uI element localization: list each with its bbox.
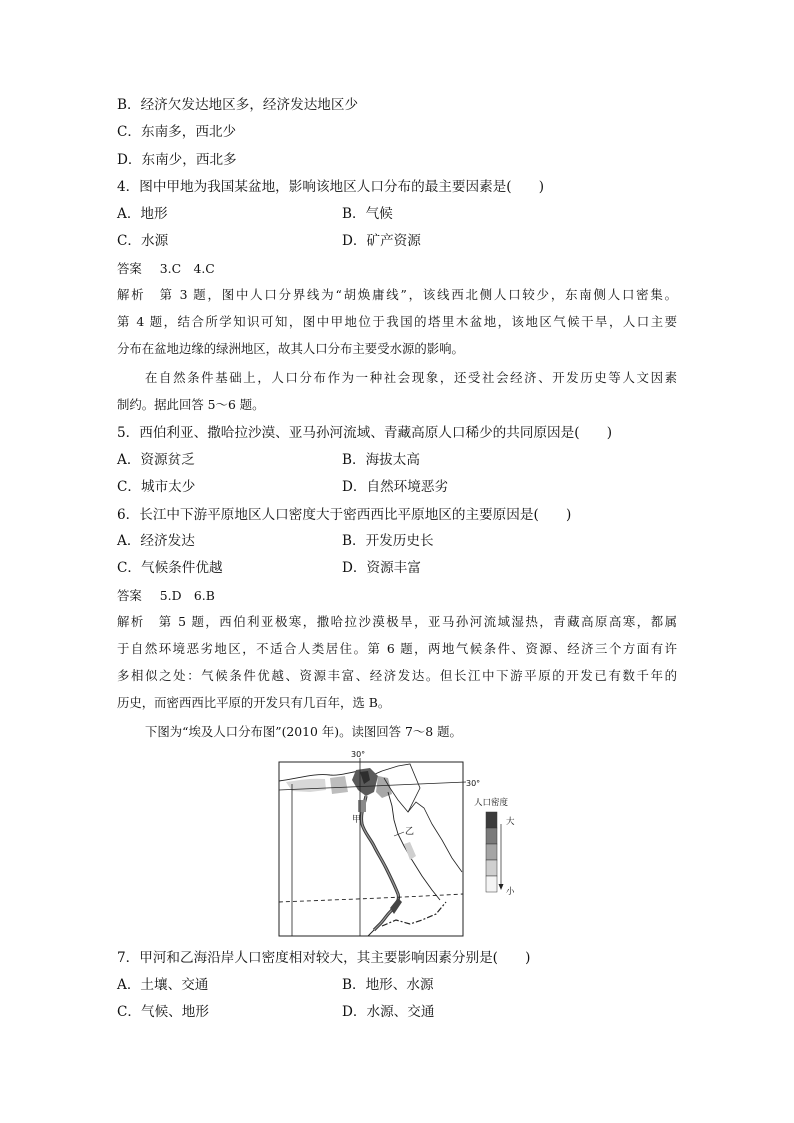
q6-option-b: B．开发历史长 bbox=[342, 533, 434, 549]
answer-3-4 bbox=[117, 260, 215, 278]
legend-swatch-3 bbox=[486, 844, 497, 860]
coastal-density-mid bbox=[330, 776, 348, 794]
intro-5-6-line1: 在自然条件基础上，人口分布作为一种社会现象，还受社会经济、开发历史等人文因素 bbox=[145, 370, 677, 385]
sea-label-yi: 乙 bbox=[405, 827, 415, 837]
q5-option-b: B．海拔太高 bbox=[342, 452, 420, 468]
legend-swatch-2 bbox=[486, 828, 497, 844]
explanation-5-6-line3: 多相似之处：气候条件优越、资源丰富、经济发达。但长江中下游平原的开发已有数千年的 bbox=[117, 668, 677, 683]
q4-option-d: D．矿产资源 bbox=[342, 233, 421, 249]
q7-stem: 7．甲河和乙海沿岸人口密度相对较大，其主要影响因素分别是( ) bbox=[117, 950, 531, 966]
q7-option-c: C．气候、地形 bbox=[117, 1004, 209, 1020]
q6-option-c: C．气候条件优越 bbox=[117, 560, 223, 576]
q5-option-a: A．资源贫乏 bbox=[117, 452, 195, 468]
q6-option-d: D．资源丰富 bbox=[342, 560, 421, 576]
explanation-5-6-line1: 解析 第 5 题，西伯利亚极寒，撒哈拉沙漠极旱，亚马孙河流域湿热，青藏高原高寒，都属 bbox=[117, 614, 677, 629]
q4-option-b: B．气候 bbox=[342, 206, 393, 222]
answer-value: 5.D 6.B bbox=[159, 588, 215, 603]
q6-stem: 6．长江中下游平原地区人口密度大于密西西比平原地区的主要原因是( ) bbox=[117, 507, 572, 523]
explanation-5-6-line4: 历史，而密西西比平原的开发只有几百年，选 B。 bbox=[117, 695, 391, 710]
q7-option-d: D．水源、交通 bbox=[342, 1004, 435, 1020]
q7-option-b: B．地形、水源 bbox=[342, 977, 434, 993]
q4-option-c: C．水源 bbox=[117, 233, 169, 249]
q4-option-a: A．地形 bbox=[117, 206, 168, 222]
egypt-population-map bbox=[270, 748, 530, 940]
answer-label: 答案 bbox=[117, 588, 142, 603]
legend-arrowhead bbox=[499, 884, 504, 890]
intro-7-8: 下图为“埃及人口分布图”(2010 年)。读图回答 7～8 题。 bbox=[145, 724, 462, 739]
legend-high-label: 大 bbox=[506, 817, 515, 827]
q5-option-c: C．城市太少 bbox=[117, 479, 196, 495]
longitude-label: 30° bbox=[351, 750, 366, 759]
q3-option-d: D．东南少，西北多 bbox=[117, 152, 237, 168]
q5-stem: 5．西伯利亚、撒哈拉沙漠、亚马孙河流域、青藏高原人口稀少的共同原因是( ) bbox=[117, 425, 613, 441]
q4-stem: 4．图中甲地为我国某盆地，影响该地区人口分布的最主要因素是( ) bbox=[117, 179, 545, 195]
explanation-3-4-line3: 分布在盆地边缘的绿洲地区，故其人口分布主要受水源的影响。 bbox=[117, 341, 464, 356]
q6-option-a: A．经济发达 bbox=[117, 533, 195, 549]
latitude-label: 30° bbox=[466, 779, 481, 788]
river-density-patch bbox=[358, 800, 366, 812]
answer-value: 3.C 4.C bbox=[159, 261, 215, 276]
explanation-3-4-line1: 解析 第 3 题，图中人口分界线为“胡焕庸线”，该线西北侧人口较少，东南侧人口密集。 bbox=[117, 287, 677, 302]
legend-low-label: 小 bbox=[506, 887, 515, 897]
q3-option-c: C．东南多，西北少 bbox=[117, 124, 237, 140]
legend-swatch-5 bbox=[486, 876, 497, 892]
intro-5-6-line2: 制约。据此回答 5～6 题。 bbox=[117, 397, 265, 412]
legend-title: 人口密度 bbox=[474, 798, 509, 808]
explanation-5-6-line2: 于自然环境恶劣地区，不适合人类居住。第 6 题，两地气候条件、资源、经济三个方面有许 bbox=[117, 641, 677, 656]
q5-option-d: D．自然环境恶劣 bbox=[342, 479, 449, 495]
river-label-jia: 甲 bbox=[352, 815, 362, 825]
q3-option-b: B．经济欠发达地区多，经济发达地区少 bbox=[117, 97, 359, 113]
legend-swatch-1 bbox=[486, 812, 497, 828]
explanation-3-4-line2: 第 4 题，结合所学知识可知，图中甲地位于我国的塔里木盆地，该地区气候干旱，人口主要 bbox=[117, 314, 677, 329]
answer-5-6 bbox=[117, 587, 215, 605]
legend-swatch-4 bbox=[486, 860, 497, 876]
answer-label: 答案 bbox=[117, 261, 142, 276]
q7-option-a: A．土壤、交通 bbox=[117, 977, 209, 993]
